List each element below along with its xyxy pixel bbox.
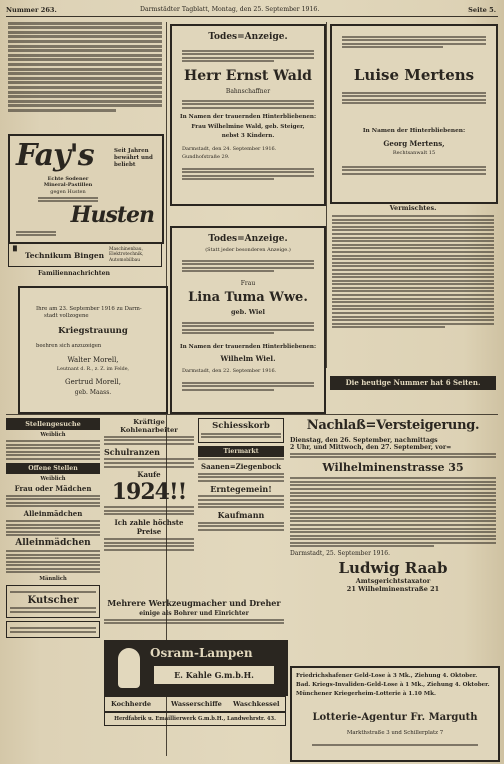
signer-2: nebst 3 Kindern. bbox=[221, 133, 275, 139]
page-number: Seite 5. bbox=[468, 6, 496, 14]
deceased-name: Herr Ernst Wald bbox=[184, 68, 312, 84]
article-text bbox=[8, 20, 162, 132]
ad-headline: Saanen=Ziegenbock bbox=[201, 461, 281, 471]
auction-date: Dienstag, den 26. September, nachmittags bbox=[290, 437, 438, 444]
herd-strip bbox=[104, 696, 286, 712]
wedding-announce: beehren sich anzuzeigen bbox=[36, 343, 102, 349]
column-divider bbox=[326, 22, 327, 368]
fays-script-word: Husten bbox=[70, 202, 154, 228]
groom-name: Walter Morell, bbox=[67, 356, 119, 364]
ad-headline: Erntegemein! bbox=[210, 483, 272, 494]
ad-subheadline: einige als Bohrer und Einrichter bbox=[139, 610, 249, 617]
section-header-offene: Offene Stellen bbox=[6, 463, 100, 474]
ad-headline: Ich zahle höchste Preise bbox=[114, 518, 184, 537]
classifieds-column bbox=[6, 418, 100, 758]
section-heading-family: Familiennachrichten bbox=[38, 270, 111, 277]
ad-headline: Kaufe bbox=[137, 469, 161, 479]
notice-place: Darmstadt, den 24. September 1916. bbox=[182, 146, 277, 152]
death-notice-wiel bbox=[170, 226, 326, 414]
subhead: Weiblich bbox=[40, 432, 66, 438]
page-count-note: Die heutige Nummer hat 6 Seiten. bbox=[330, 376, 496, 390]
ad-year: 1924!! bbox=[111, 478, 187, 505]
auctioneer-title: Amtsgerichtstaxator bbox=[355, 577, 431, 586]
death-notice-mertens bbox=[330, 24, 498, 204]
ad-headline: Frau oder Mädchen bbox=[14, 483, 92, 493]
subhead: Weiblich bbox=[40, 475, 66, 482]
deceased-role: Bahnschaffner bbox=[225, 88, 271, 95]
werkzeug-ad bbox=[104, 598, 284, 638]
bride-maiden: geb. Maass. bbox=[74, 389, 112, 396]
ad-headline: Mehrere Werkzeugmacher und Dreher bbox=[107, 598, 281, 608]
lottery-advertisement bbox=[290, 666, 500, 762]
fays-product: Echte Sodener Mineral-Pastillen gegen Husten bbox=[38, 176, 98, 204]
death-notice-wald bbox=[170, 24, 326, 206]
section-header-tiermarkt: Tiermarkt bbox=[198, 446, 284, 457]
section-header-stellengesuche: Stellengesuche bbox=[6, 418, 100, 430]
masthead: Darmstädter Tagblatt, Montag, den 25. September 1916. bbox=[140, 6, 320, 13]
deceased-name: Luise Mertens bbox=[353, 66, 475, 84]
fays-small-print bbox=[16, 229, 56, 238]
notice-body-2 bbox=[182, 98, 314, 110]
notice-body bbox=[342, 90, 486, 106]
auction-notice bbox=[290, 418, 496, 658]
product-label: Wasserschiffe bbox=[171, 700, 222, 708]
ads-column-2 bbox=[104, 418, 194, 594]
funeral-info bbox=[342, 164, 486, 176]
deceased-prefix: Frau bbox=[240, 280, 256, 287]
notice-street: Gundhofstraße 29. bbox=[182, 154, 230, 160]
notice-title: Todes=Anzeige. bbox=[208, 234, 288, 244]
product-label: Kochherde bbox=[111, 700, 152, 708]
wedding-headline: Kriegstrauung bbox=[58, 326, 128, 336]
ad-headline: Osram-Lampen bbox=[150, 646, 253, 660]
fays-advertisement bbox=[8, 134, 164, 244]
lottery-address: Markthstraße 3 und Schillerplatz 7 bbox=[346, 730, 444, 736]
ad-headline: Alleinmädchen bbox=[23, 509, 83, 519]
subhead: Männlich bbox=[39, 576, 67, 583]
bride-name: Gertrud Morell, bbox=[64, 378, 122, 386]
auction-date: 2 Uhr, und Mittwoch, den 27. September, vor= bbox=[290, 444, 452, 451]
ad-headline: Kutscher bbox=[27, 594, 79, 606]
mourners-heading: In Namen der trauernden Hinterbliebenen: bbox=[179, 344, 317, 350]
ad-headline: Kräftige Kohlenarbeiter bbox=[120, 418, 178, 434]
notice-body bbox=[182, 48, 314, 64]
osram-advertisement bbox=[104, 640, 288, 696]
lottery-list: Friedrichshafener Geld-Lose à 3 Mk., Ziehung 4. Oktober. Bad. Kriegs-Invaliden-Geld-Lose à 1 Mk., Ziehung 4. Oktober. Münchener Kriegerheim-Lotterie à 1.10 Mk. bbox=[296, 673, 490, 697]
notice-title: Todes=Anzeige. bbox=[208, 32, 288, 42]
fays-tagline: Seit Jahren bewährt und beliebt bbox=[114, 148, 153, 168]
page-header bbox=[0, 4, 504, 16]
auction-place: Darmstadt, 25. September 1916. bbox=[290, 550, 391, 558]
funeral-info bbox=[182, 380, 314, 392]
lottery-fine-print bbox=[312, 742, 478, 747]
technikum-pre: █ bbox=[13, 246, 17, 252]
technikum-name: Technikum Bingen bbox=[25, 251, 105, 260]
vermischtes-section bbox=[332, 204, 494, 368]
ad-firm: E. Kahle G.m.b.H. bbox=[154, 666, 274, 684]
wedding-intro: Ihre am 23. September 1916 zu Darm- stadt vollzogene bbox=[36, 306, 142, 319]
ad-headline: Schiesskorb bbox=[212, 421, 270, 431]
lottery-agent: Lotterie-Agentur Fr. Marguth bbox=[312, 712, 478, 723]
section-divider bbox=[6, 414, 498, 415]
herdfabrik-strip: Herdfabrik u. Emaillierwerk G.m.b.H., Landwehrstr. 43. bbox=[104, 712, 286, 726]
notice-body bbox=[182, 258, 314, 274]
notice-place: Darmstadt, den 22. September 1916. bbox=[182, 368, 277, 374]
schiesskorb-ad bbox=[198, 418, 284, 443]
groom-rank: Leutnant d. R., z. Z. im Felde, bbox=[56, 367, 130, 372]
ad-headline: Kaufmann bbox=[217, 510, 265, 521]
wedding-notice bbox=[18, 286, 168, 414]
kutscher-ad bbox=[6, 585, 100, 618]
auction-title: Nachlaß=Versteigerung. bbox=[306, 418, 480, 433]
technikum-advertisement bbox=[8, 243, 162, 267]
signer-role: Rechtsanwalt 15 bbox=[392, 150, 436, 156]
signer: Wilhelm Wiel. bbox=[220, 354, 276, 363]
ad-headline: Schulranzen bbox=[104, 446, 160, 457]
mourners-heading: In Namen der trauernden Hinterbliebenen: bbox=[179, 114, 317, 120]
notice-body-2 bbox=[182, 320, 314, 336]
issue-number: Nummer 263. bbox=[6, 6, 57, 14]
notice-subtitle: (Statt jeder besonderen Anzeige.) bbox=[205, 247, 291, 253]
signer-1: Frau Wilhelmine Wald, geb. Steiger, bbox=[191, 124, 305, 130]
header-rule bbox=[6, 16, 498, 17]
deceased-maiden: geb. Wiel bbox=[230, 308, 265, 316]
deceased-name: Lina Tuma Wwe. bbox=[188, 290, 308, 305]
ad-headline: Alleinmädchen bbox=[15, 538, 91, 549]
auction-address: Wilhelminenstrasse 35 bbox=[322, 461, 464, 475]
auctioneer-address: 21 Wilhelminenstraße 21 bbox=[346, 585, 440, 594]
ads-column-3 bbox=[198, 418, 284, 594]
section-title: Vermischtes. bbox=[389, 204, 437, 212]
technikum-subjects: Maschinenbau, Elektrotechnik, Automobilbau bbox=[109, 247, 144, 263]
signer: Georg Mertens, bbox=[383, 139, 445, 148]
mourners-heading: In Namen der Hinterbliebenen: bbox=[362, 128, 466, 134]
lightbulb-icon bbox=[118, 648, 140, 688]
notice-intro bbox=[342, 34, 486, 50]
product-label: Waschkessel bbox=[233, 700, 280, 708]
fays-logo: Fay's bbox=[16, 138, 94, 173]
auctioneer-name: Ludwig Raab bbox=[338, 559, 448, 578]
bottom-ad bbox=[6, 621, 100, 638]
funeral-info bbox=[182, 166, 314, 182]
